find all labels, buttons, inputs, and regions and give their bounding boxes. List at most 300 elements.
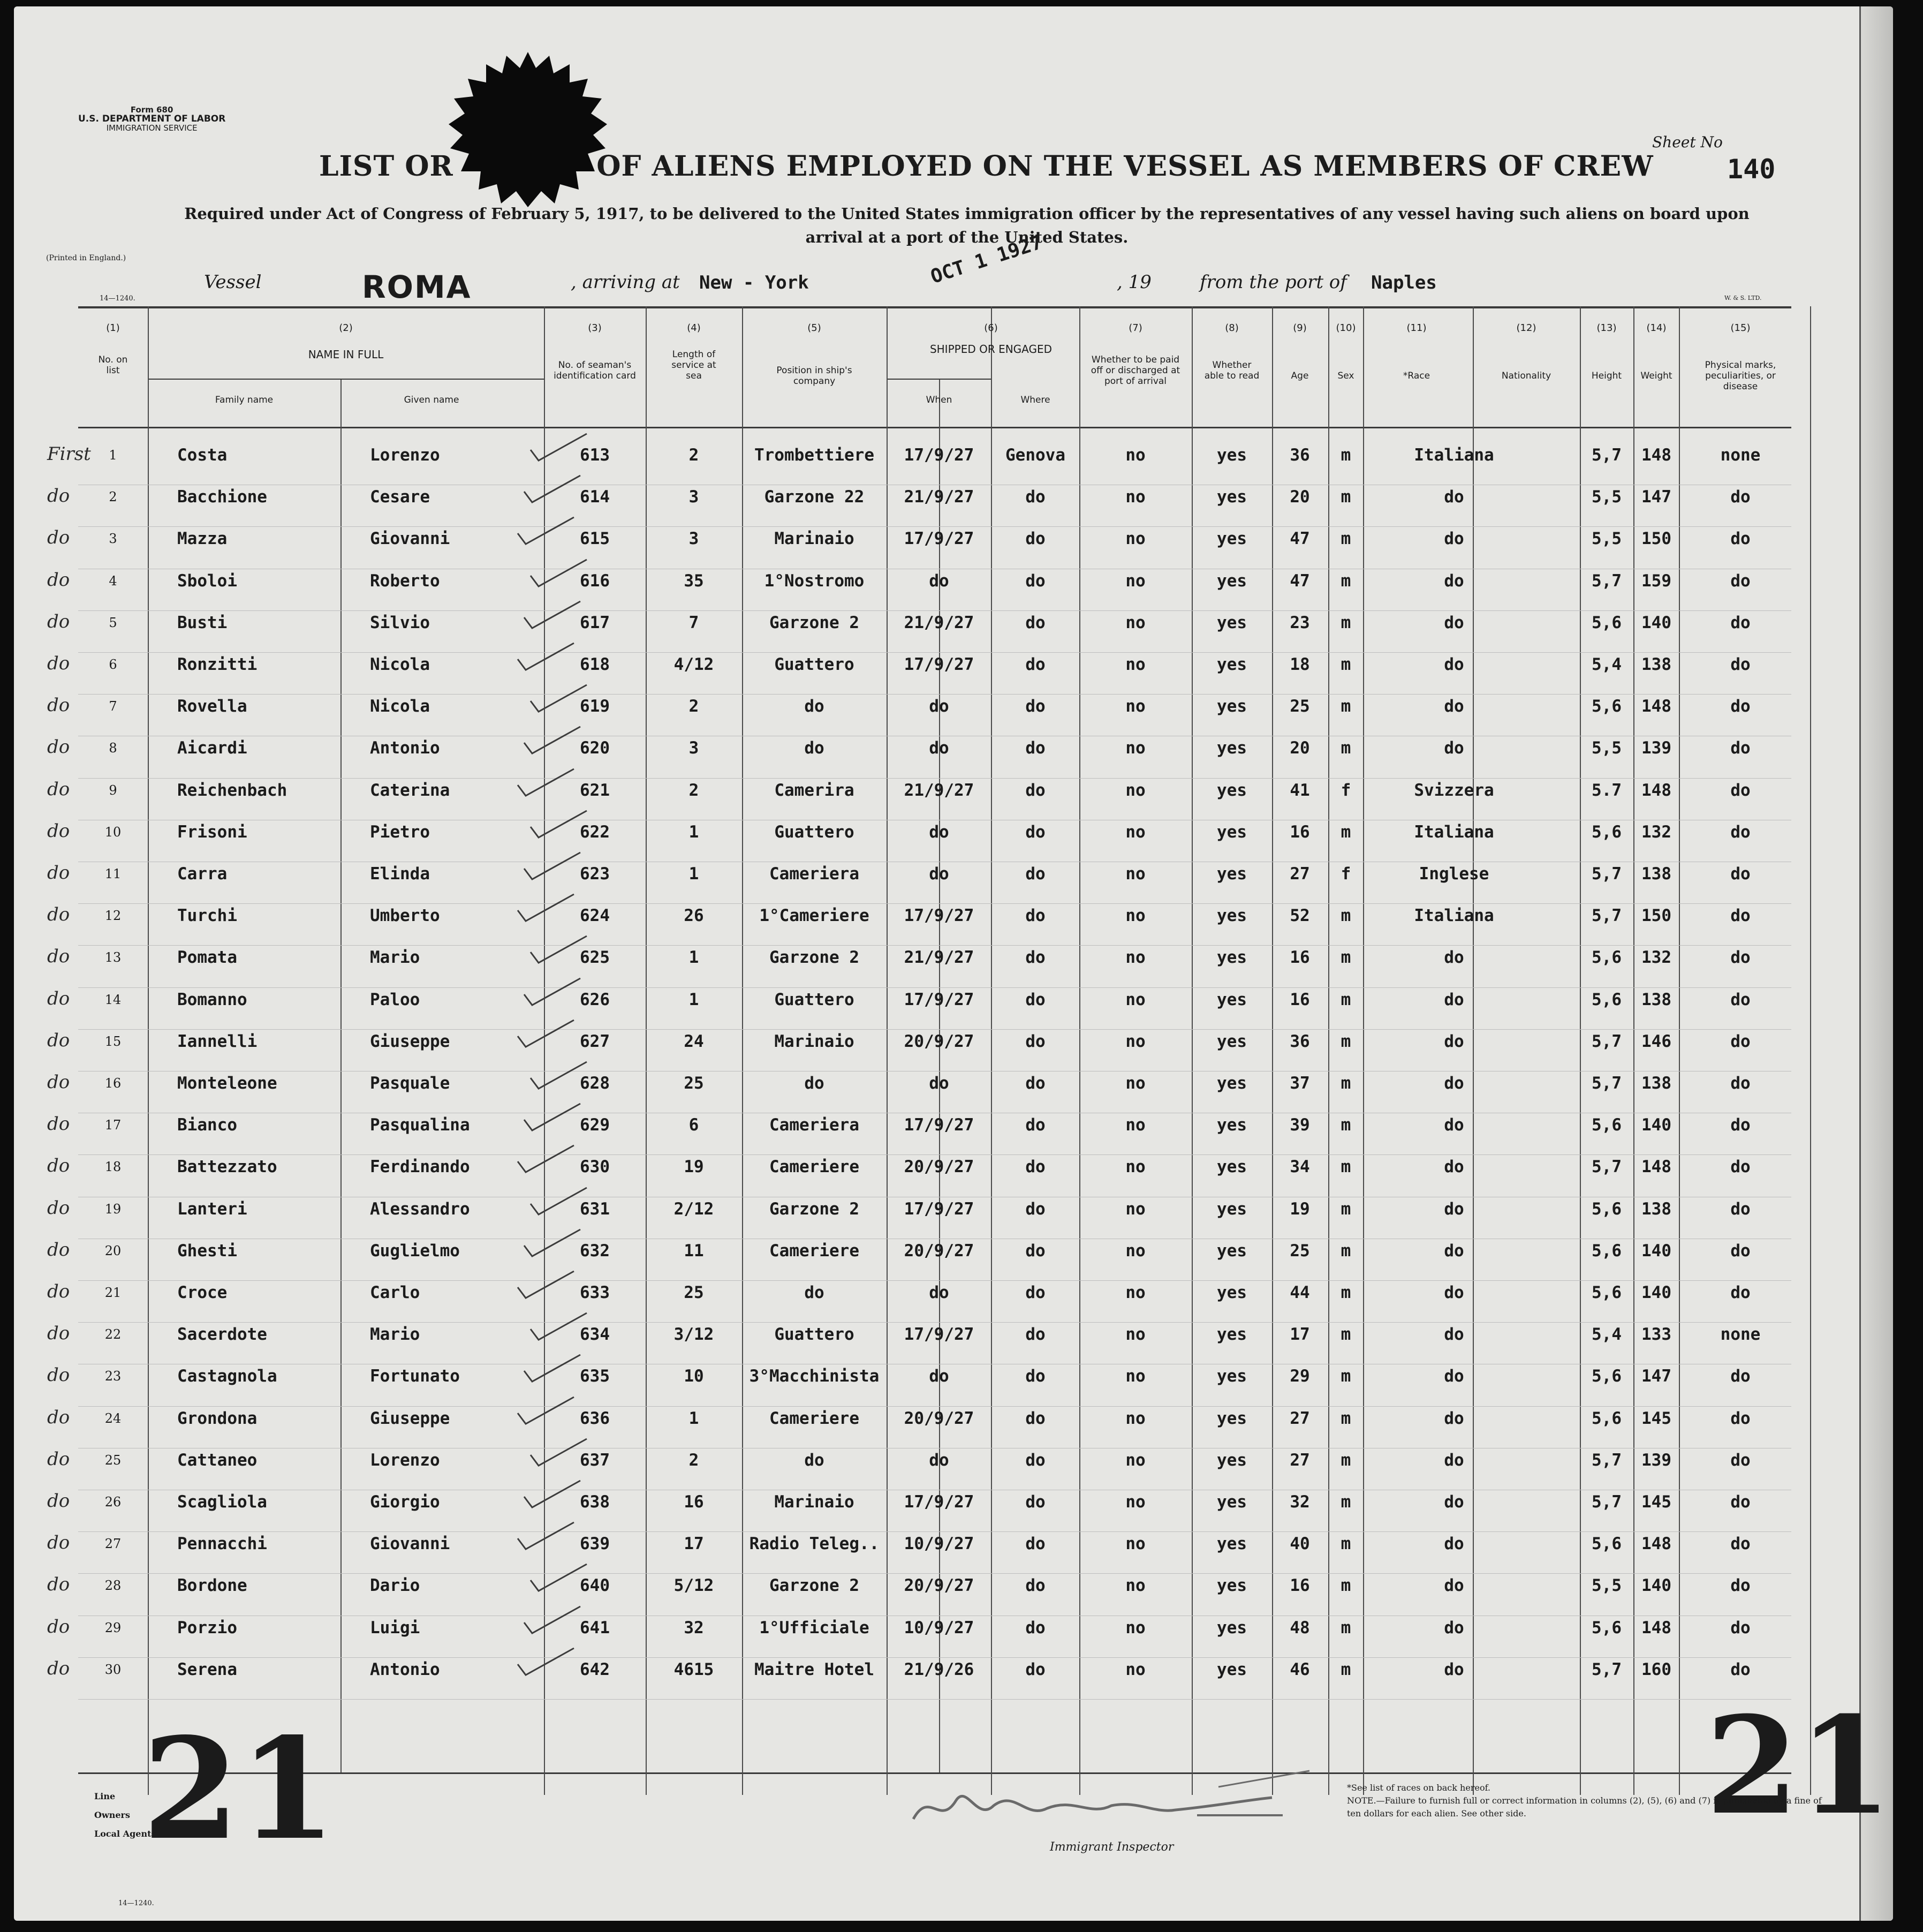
cell-service: 1 (688, 1408, 699, 1428)
cell-read: yes (1217, 1325, 1247, 1345)
cell-where: do (1025, 1115, 1046, 1135)
cell-paid: no (1125, 1450, 1146, 1470)
form-code-bottom: 14—1240. (118, 1899, 154, 1907)
cell-sex: m (1341, 1199, 1351, 1219)
cell-family: Costa (177, 446, 228, 465)
cell-sex: m (1341, 1157, 1351, 1177)
cell-race: do (1444, 1618, 1464, 1637)
row-number: 17 (104, 1118, 122, 1133)
column-header: Position in ship's company (776, 365, 852, 387)
cell-read: yes (1217, 697, 1247, 716)
cell-paid: no (1125, 738, 1146, 758)
cell-race: do (1444, 1659, 1464, 1679)
margin-mark: do (47, 653, 70, 674)
cell-family: Aicardi (177, 738, 247, 758)
cell-given: Carlo (370, 1283, 420, 1302)
column-number: (13) (1596, 322, 1617, 334)
cell-weight: 145 (1641, 1408, 1671, 1428)
column-rule (887, 306, 888, 1795)
cell-family: Pennacchi (177, 1534, 267, 1554)
race-note: *See list of races on back hereof. (1347, 1783, 1491, 1793)
cell-paid: no (1125, 1241, 1146, 1261)
cell-given: Caterina (370, 780, 450, 800)
cell-height: 5,6 (1592, 1534, 1622, 1554)
cell-read: yes (1217, 1576, 1247, 1596)
cell-family: Lanteri (177, 1199, 247, 1219)
cell-sex: m (1341, 1534, 1351, 1554)
cell-service: 5/12 (673, 1576, 714, 1596)
cell-where: do (1025, 1659, 1046, 1679)
cell-when: 17/9/27 (904, 1325, 974, 1345)
cell-weight: 138 (1641, 655, 1671, 674)
cell-marks: none (1720, 1325, 1761, 1345)
vessel-name: ROMA (362, 269, 472, 305)
row-number: 28 (104, 1578, 122, 1594)
cell-given: Mario (370, 948, 420, 968)
year-label: , 19 (1117, 271, 1152, 293)
cell-when: 20/9/27 (904, 1241, 974, 1261)
cell-service: 3 (688, 529, 699, 549)
cell-paid: no (1125, 1534, 1146, 1554)
cell-family: Bianco (177, 1115, 237, 1135)
cell-given: Fortunato (370, 1367, 460, 1386)
cell-where: do (1025, 1534, 1046, 1554)
margin-mark: do (47, 946, 70, 968)
cell-read: yes (1217, 1492, 1247, 1512)
cell-race: Italiana (1414, 906, 1494, 926)
margin-mark: do (47, 736, 70, 758)
cell-when: do (929, 822, 949, 842)
cell-when: do (929, 697, 949, 716)
cell-when: 21/9/27 (904, 613, 974, 632)
family-given-divider (340, 380, 342, 1772)
cell-weight: 147 (1641, 1367, 1671, 1386)
margin-mark: do (47, 778, 70, 800)
cell-read: yes (1217, 655, 1247, 674)
cell-marks: do (1730, 1367, 1751, 1386)
cell-marks: do (1730, 1659, 1751, 1679)
form-block (78, 105, 225, 133)
cell-sex: f (1341, 780, 1351, 800)
cell-service: 32 (684, 1618, 704, 1637)
cell-age: 16 (1290, 990, 1310, 1009)
cell-paid: no (1125, 446, 1146, 465)
cell-marks: do (1730, 1492, 1751, 1512)
cell-marks: do (1730, 1115, 1751, 1135)
check-mark-icon (515, 1648, 579, 1680)
cell-height: 5,5 (1592, 1576, 1622, 1596)
cell-paid: no (1125, 1576, 1146, 1596)
column-rule (1079, 306, 1080, 1795)
cell-family: Turchi (177, 906, 237, 926)
cell-weight: 147 (1641, 487, 1671, 507)
cell-read: yes (1217, 1157, 1247, 1177)
cell-paid: no (1125, 697, 1146, 716)
cell-when: do (929, 1074, 949, 1093)
cell-marks: do (1730, 1031, 1751, 1051)
check-mark-icon (515, 517, 579, 549)
row-number: 30 (104, 1662, 122, 1677)
cell-sex: m (1341, 948, 1351, 968)
column-number: (12) (1516, 322, 1536, 334)
cell-paid: no (1125, 613, 1146, 632)
column-rule (148, 306, 149, 1795)
cell-race: Italiana (1414, 446, 1494, 465)
cell-card: 632 (580, 1241, 610, 1261)
cell-family: Battezzato (177, 1157, 277, 1177)
row-number: 1 (109, 448, 117, 463)
cell-where: do (1025, 655, 1046, 674)
cell-position: do (804, 697, 824, 716)
margin-mark: do (47, 1616, 70, 1637)
printed-note: (Printed in England.) (46, 254, 126, 262)
cell-race: Svizzera (1414, 780, 1494, 800)
cell-given: Paloo (370, 990, 420, 1009)
check-mark-icon (515, 643, 579, 675)
cell-read: yes (1217, 864, 1247, 884)
cell-age: 44 (1290, 1283, 1310, 1302)
cell-race: do (1444, 529, 1464, 549)
cell-card: 637 (580, 1450, 610, 1470)
column-number: (1) (106, 322, 120, 334)
cell-card: 631 (580, 1199, 610, 1219)
cell-read: yes (1217, 613, 1247, 632)
check-mark-icon (528, 1313, 592, 1345)
where-header: Where (1020, 395, 1050, 405)
cell-position: Camerira (774, 780, 854, 800)
cell-paid: no (1125, 529, 1146, 549)
cell-family: Porzio (177, 1618, 237, 1637)
cell-card: 633 (580, 1283, 610, 1302)
cell-where: do (1025, 738, 1046, 758)
cell-position: Garzone 2 (769, 613, 859, 632)
column-header: Nationality (1501, 371, 1551, 381)
row-rule (78, 652, 1791, 653)
cell-race: do (1444, 1199, 1464, 1219)
cell-read: yes (1217, 1367, 1247, 1386)
column-rule (1810, 306, 1811, 1795)
cell-given: Luigi (370, 1618, 420, 1637)
cell-sex: m (1341, 906, 1351, 926)
cell-family: Croce (177, 1283, 228, 1302)
cell-position: Marinaio (774, 529, 854, 549)
column-rule (1363, 306, 1364, 1795)
cell-race: do (1444, 1157, 1464, 1177)
row-number: 24 (104, 1410, 122, 1426)
cell-height: 5,6 (1592, 1115, 1622, 1135)
row-number: 13 (104, 950, 122, 965)
cell-card: 638 (580, 1492, 610, 1512)
cell-card: 624 (580, 906, 610, 926)
cell-read: yes (1217, 1241, 1247, 1261)
cell-marks: do (1730, 738, 1751, 758)
table-rule (78, 306, 1791, 308)
cell-service: 1 (688, 990, 699, 1009)
cell-paid: no (1125, 1367, 1146, 1386)
check-mark-icon (521, 601, 586, 633)
cell-position: Cameriere (769, 1157, 859, 1177)
cell-when: 17/9/27 (904, 906, 974, 926)
cell-service: 3/12 (673, 1325, 714, 1345)
row-rule (78, 694, 1791, 695)
cell-family: Ronzitti (177, 655, 258, 674)
cell-weight: 145 (1641, 1492, 1671, 1512)
margin-mark: do (47, 1490, 70, 1512)
cell-position: 1°Cameriere (759, 906, 869, 926)
cell-where: do (1025, 990, 1046, 1009)
cell-service: 35 (684, 571, 704, 591)
margin-mark: do (47, 904, 70, 926)
cell-paid: no (1125, 1659, 1146, 1679)
cell-race: Inglese (1419, 864, 1489, 884)
inspector-signature (897, 1768, 1315, 1838)
column-header: Whether able to read (1204, 360, 1260, 381)
cell-given: Giorgio (370, 1492, 440, 1512)
cell-paid: no (1125, 1408, 1146, 1428)
cell-paid: no (1125, 990, 1146, 1009)
cell-card: 639 (580, 1534, 610, 1554)
cell-race: do (1444, 613, 1464, 632)
cell-age: 19 (1290, 1199, 1310, 1219)
column-rule (742, 306, 743, 1795)
cell-given: Giovanni (370, 1534, 450, 1554)
cell-family: Sacerdote (177, 1325, 267, 1345)
cell-height: 5,7 (1592, 1074, 1622, 1093)
column-number: (2) (339, 322, 353, 334)
local-agents-label: Local Agents (94, 1829, 156, 1839)
cell-service: 17 (684, 1534, 704, 1554)
check-mark-icon (515, 769, 579, 801)
row-number: 5 (109, 615, 117, 630)
margin-mark: do (47, 1029, 70, 1051)
cell-age: 20 (1290, 487, 1310, 507)
cell-where: do (1025, 780, 1046, 800)
vessel-label: Vessel (204, 271, 262, 293)
cell-given: Dario (370, 1576, 420, 1596)
cell-when: 10/9/27 (904, 1534, 974, 1554)
cell-sex: m (1341, 1659, 1351, 1679)
cell-marks: do (1730, 1283, 1751, 1302)
check-mark-icon (528, 1439, 592, 1471)
cell-card: 626 (580, 990, 610, 1009)
column-rule (1580, 306, 1581, 1795)
cell-where: do (1025, 906, 1046, 926)
cell-race: do (1444, 1325, 1464, 1345)
column-rule (1328, 306, 1329, 1795)
check-mark-icon (528, 685, 592, 717)
family-name-header: Family name (215, 395, 274, 405)
cell-sex: f (1341, 864, 1351, 884)
cell-card: 625 (580, 948, 610, 968)
cell-read: yes (1217, 487, 1247, 507)
row-number: 9 (109, 782, 117, 798)
cell-race: do (1444, 1492, 1464, 1512)
cell-when: 17/9/27 (904, 529, 974, 549)
check-mark-icon (521, 476, 586, 508)
cell-where: do (1025, 948, 1046, 968)
from-port: Naples (1371, 272, 1437, 293)
column-header: Age (1291, 371, 1309, 381)
cell-height: 5,7 (1592, 1659, 1622, 1679)
cell-where: do (1025, 487, 1046, 507)
cell-service: 16 (684, 1492, 704, 1512)
cell-weight: 138 (1641, 990, 1671, 1009)
form-code-top: 14—1240. (100, 295, 135, 303)
column-header: Whether to be paid off or discharged at port of arrival (1091, 354, 1180, 387)
cell-weight: 138 (1641, 1199, 1671, 1219)
row-number: 16 (104, 1076, 122, 1091)
service: IMMIGRATION SERVICE (106, 123, 198, 133)
cell-position: Garzone 2 (769, 1199, 859, 1219)
cell-where: do (1025, 1325, 1046, 1345)
cell-service: 11 (684, 1241, 704, 1261)
cell-paid: no (1125, 906, 1146, 926)
cell-sex: m (1341, 487, 1351, 507)
row-number: 15 (104, 1033, 122, 1049)
cell-marks: do (1730, 1576, 1751, 1596)
check-mark-icon (515, 1397, 579, 1429)
cell-card: 617 (580, 613, 610, 632)
column-header: *Race (1403, 371, 1430, 381)
cell-position: Cameriere (769, 1408, 859, 1428)
cell-sex: m (1341, 1408, 1351, 1428)
margin-mark: First (47, 443, 91, 465)
cell-when: do (929, 1367, 949, 1386)
cell-sex: m (1341, 1115, 1351, 1135)
cell-age: 16 (1290, 822, 1310, 842)
cell-when: 21/9/27 (904, 487, 974, 507)
cell-height: 5,7 (1592, 446, 1622, 465)
check-mark-icon (515, 894, 579, 926)
cell-age: 23 (1290, 613, 1310, 632)
margin-mark: do (47, 1323, 70, 1345)
check-mark-icon (515, 1271, 579, 1303)
cell-family: Busti (177, 613, 228, 632)
cell-service: 25 (684, 1074, 704, 1093)
column-number: (14) (1646, 322, 1667, 334)
cell-service: 26 (684, 906, 704, 926)
row-rule (78, 1029, 1791, 1030)
cell-age: 17 (1290, 1325, 1310, 1345)
cell-family: Serena (177, 1659, 237, 1679)
cell-where: do (1025, 1408, 1046, 1428)
cell-service: 2/12 (673, 1199, 714, 1219)
column-number: (10) (1336, 322, 1356, 334)
cell-service: 25 (684, 1283, 704, 1302)
cell-race: do (1444, 1576, 1464, 1596)
cell-read: yes (1217, 1031, 1247, 1051)
cell-height: 5,5 (1592, 738, 1622, 758)
cell-age: 52 (1290, 906, 1310, 926)
cell-where: do (1025, 613, 1046, 632)
cell-position: Cameriera (769, 1115, 859, 1135)
cell-when: 17/9/27 (904, 1492, 974, 1512)
column-header: Length of service at sea (671, 349, 716, 381)
cell-paid: no (1125, 571, 1146, 591)
margin-mark: do (47, 1113, 70, 1135)
owners-label: Owners (94, 1810, 130, 1820)
cell-race: do (1444, 1408, 1464, 1428)
column-number: (8) (1225, 322, 1239, 334)
cell-card: 635 (580, 1367, 610, 1386)
cell-age: 18 (1290, 655, 1310, 674)
cell-marks: do (1730, 822, 1751, 842)
cell-age: 27 (1290, 864, 1310, 884)
cell-paid: no (1125, 1618, 1146, 1637)
cell-age: 16 (1290, 948, 1310, 968)
cell-age: 36 (1290, 446, 1310, 465)
cell-family: Bomanno (177, 990, 247, 1009)
cell-paid: no (1125, 487, 1146, 507)
cell-marks: do (1730, 780, 1751, 800)
cell-where: do (1025, 864, 1046, 884)
cell-card: 628 (580, 1074, 610, 1093)
check-mark-icon (528, 811, 592, 843)
cell-family: Rovella (177, 697, 247, 716)
cell-age: 48 (1290, 1618, 1310, 1637)
cell-weight: 160 (1641, 1659, 1671, 1679)
cell-when: 20/9/27 (904, 1408, 974, 1428)
cell-when: 17/9/27 (904, 1115, 974, 1135)
cell-given: Guglielmo (370, 1241, 460, 1261)
subheader-rule (148, 379, 544, 380)
row-number: 26 (104, 1495, 122, 1510)
cell-card: 623 (580, 864, 610, 884)
row-rule (78, 778, 1791, 779)
cell-position: do (804, 738, 824, 758)
cell-service: 4615 (673, 1659, 714, 1679)
cell-given: Giuseppe (370, 1031, 450, 1051)
cell-marks: do (1730, 906, 1751, 926)
cell-card: 636 (580, 1408, 610, 1428)
margin-mark: do (47, 1071, 70, 1093)
cell-marks: do (1730, 1157, 1751, 1177)
cell-weight: 133 (1641, 1325, 1671, 1345)
cell-height: 5,7 (1592, 1450, 1622, 1470)
margin-mark: do (47, 1239, 70, 1261)
cell-height: 5,6 (1592, 822, 1622, 842)
cell-paid: no (1125, 1325, 1146, 1345)
cell-weight: 138 (1641, 864, 1671, 884)
cell-card: 634 (580, 1325, 610, 1345)
cell-card: 640 (580, 1576, 610, 1596)
check-mark-icon (528, 1564, 592, 1596)
cell-height: 5,7 (1592, 571, 1622, 591)
cell-where: do (1025, 1199, 1046, 1219)
row-rule (78, 1406, 1791, 1407)
cell-paid: no (1125, 864, 1146, 884)
cell-card: 619 (580, 697, 610, 716)
cell-weight: 132 (1641, 948, 1671, 968)
cell-read: yes (1217, 1199, 1247, 1219)
cell-height: 5,6 (1592, 990, 1622, 1009)
cell-service: 4/12 (673, 655, 714, 674)
cell-family: Bordone (177, 1576, 247, 1596)
cell-read: yes (1217, 948, 1247, 968)
cell-when: 17/9/27 (904, 446, 974, 465)
cell-read: yes (1217, 1659, 1247, 1679)
cell-marks: do (1730, 1199, 1751, 1219)
sheet-no-label: Sheet No (1652, 133, 1723, 151)
cell-given: Nicola (370, 697, 430, 716)
cell-age: 46 (1290, 1659, 1310, 1679)
column-header: Physical marks, peculiarities, or disease (1705, 360, 1776, 392)
department: U.S. DEPARTMENT OF LABOR (78, 114, 226, 124)
cell-where: do (1025, 1074, 1046, 1093)
row-number: 27 (104, 1536, 122, 1552)
cell-sex: m (1341, 1283, 1351, 1302)
cell-position: do (804, 1283, 824, 1302)
